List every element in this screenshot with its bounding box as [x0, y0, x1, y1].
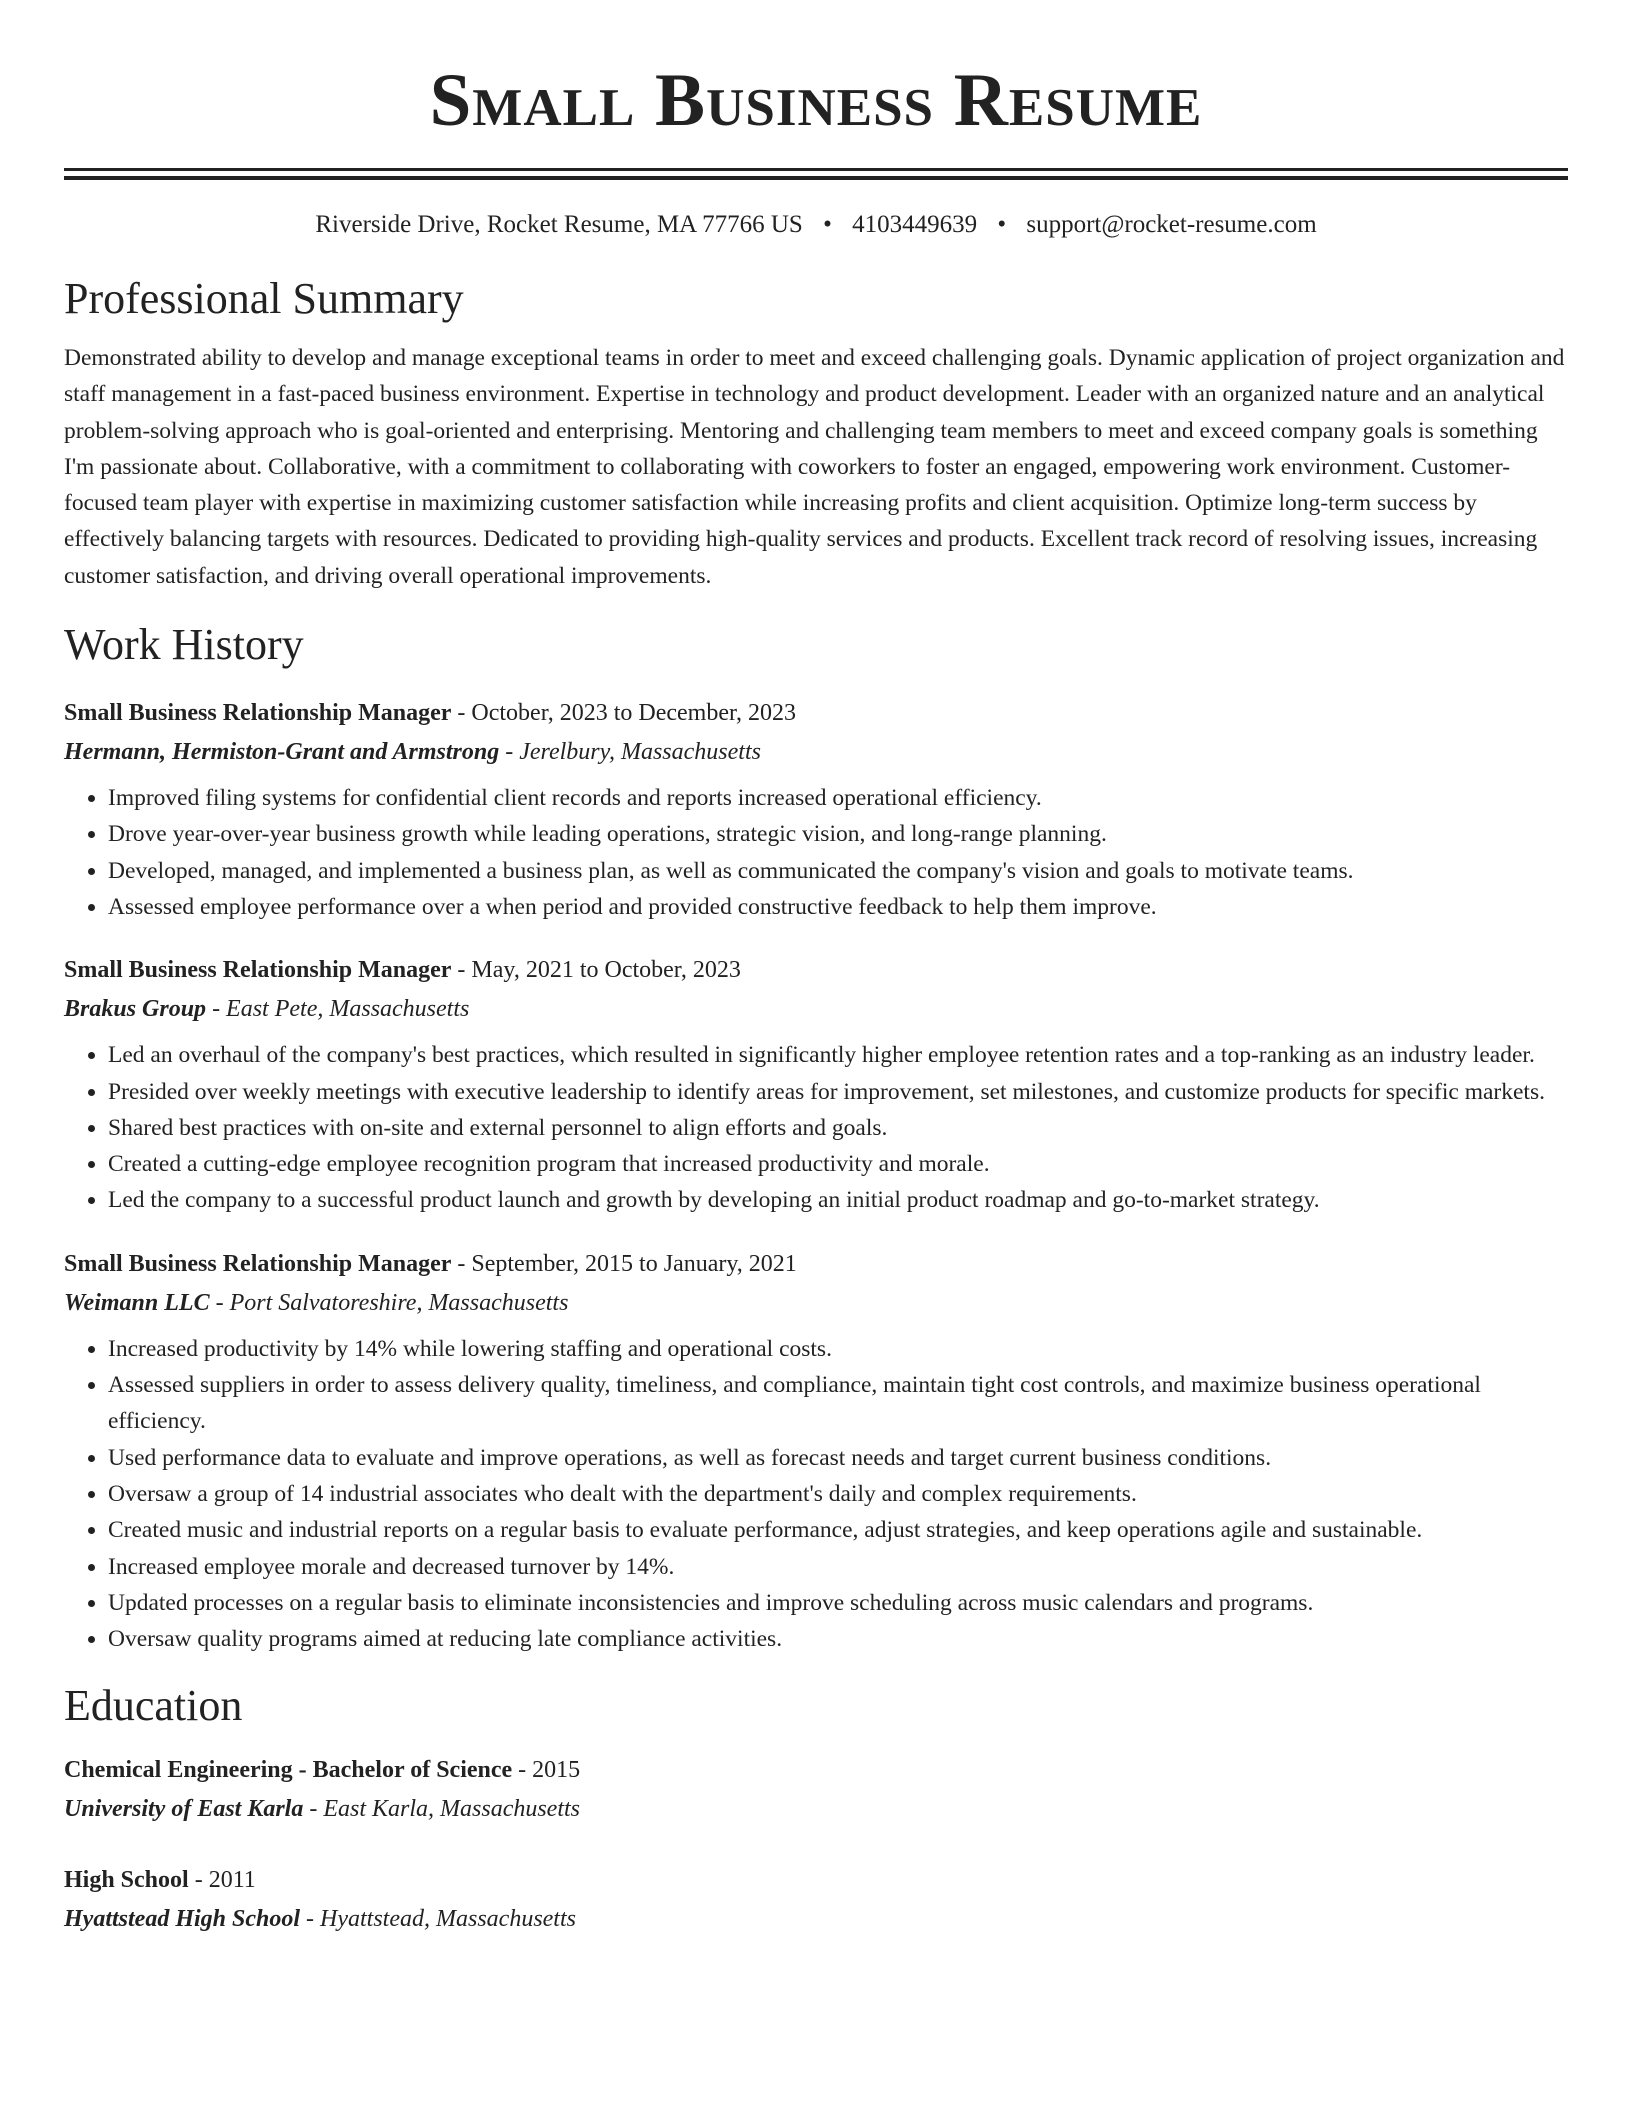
job-location: - East Pete, Massachusetts [206, 996, 470, 1023]
job-entry [64, 951, 1568, 1218]
job-bullet: • Created music and industrial reports on a regular basis to evaluate performance, adjust strategies, and keep operations agile and sustainable. [108, 1512, 1568, 1548]
job-title-line [64, 951, 1568, 990]
education-year: - 2011 [188, 1867, 256, 1894]
job-title: Small Business Relationship Manager [64, 1250, 452, 1277]
job-company-line [64, 733, 1568, 772]
job-bullet: • Developed, managed, and implemented a business plan, as well as communicated the company's vision and goals to motivate teams. [108, 853, 1568, 889]
job-bullets [64, 780, 1568, 925]
job-bullet: • Increased employee morale and decreased turnover by 14%. [108, 1549, 1568, 1585]
job-dates: - September, 2015 to January, 2021 [451, 1250, 797, 1277]
job-bullet: • Oversaw quality programs aimed at reducing late compliance activities. [108, 1621, 1568, 1657]
job-company: Brakus Group [64, 996, 207, 1023]
summary-text: Demonstrated ability to develop and manage exceptional teams in order to meet and exceed challenging goals. Dynamic application of project organization and staff management in a fast-paced business environment. Expertise in technology and product development. Leader with an organized nature and an analytical problem-solving approach who is goal-oriented and enterprising. Mentoring and challenging team members to meet and exceed company goals is something I'm passionate about. Collaborative, with a commitment to collaborating with coworkers to foster an engaged, empowering work environment. Customer-focused team player with expertise in maximizing customer satisfaction while increasing profits and client acquisition. Optimize long-term success by effectively balancing targets with resources. Dedicated to providing high-quality services and products. Excellent track record of resolving issues, increasing customer satisfaction, and driving overall operational improvements. [64, 345, 1565, 589]
job-dates: - May, 2021 to October, 2023 [451, 957, 741, 984]
education-school-line [64, 1900, 1568, 1939]
job-bullet: • Oversaw a group of 14 industrial associates who dealt with the department's daily and complex requirements. [108, 1476, 1568, 1512]
job-location: - Port Salvatoreshire, Massachusetts [209, 1289, 569, 1316]
title-divider [64, 168, 1568, 180]
job-title-line [64, 1245, 1568, 1284]
job-company-line [64, 990, 1568, 1029]
education-school-line [64, 1790, 1568, 1829]
job-title: Small Business Relationship Manager [64, 700, 452, 727]
job-dates: - October, 2023 to December, 2023 [451, 700, 797, 727]
job-company: Hermann, Hermiston-Grant and Armstrong [64, 739, 500, 766]
education-heading: Education [64, 1681, 243, 1731]
contact-separator: • [997, 211, 1007, 238]
education-school: Hyattstead High School [64, 1906, 301, 1933]
job-location: - Jerelbury, Massachusetts [499, 739, 761, 766]
education-location: - Hyattstead, Massachusetts [300, 1906, 576, 1933]
job-entry [64, 694, 1568, 925]
contact-line [64, 208, 1568, 242]
job-company: Weimann LLC [64, 1289, 210, 1316]
job-bullet: • Increased productivity by 14% while lowering staffing and operational costs. [108, 1331, 1568, 1367]
job-bullet: • Led an overhaul of the company's best practices, which resulted in significantly higher employee retention rates and a top-ranking as an industry leader. [108, 1037, 1568, 1073]
job-title-line [64, 694, 1568, 733]
job-bullet: • Drove year-over-year business growth while leading operations, strategic vision, and long-range planning. [108, 816, 1568, 852]
education-school: University of East Karla [64, 1796, 304, 1823]
contact-separator: • [823, 211, 832, 238]
education-degree-line [64, 1751, 1568, 1790]
job-company-line [64, 1284, 1568, 1323]
job-bullet: • Shared best practices with on-site and external personnel to align efforts and goals. [108, 1110, 1568, 1146]
page-title: Small Business Resume [429, 59, 1203, 142]
education-degree: High School [64, 1867, 189, 1894]
job-entry [64, 1245, 1568, 1658]
job-bullet: • Improved filing systems for confidential client records and reports increased operational efficiency. [108, 780, 1568, 816]
education-entry [64, 1751, 1568, 1829]
job-title: Small Business Relationship Manager [64, 957, 452, 984]
education-year: - 2015 [512, 1757, 581, 1784]
education-entry [64, 1861, 1568, 1939]
work-history-heading: Work History [64, 620, 304, 670]
job-bullet: • Presided over weekly meetings with executive leadership to identify areas for improvement, set milestones, and customize products for specific markets. [108, 1074, 1568, 1110]
education-degree-line [64, 1861, 1568, 1900]
job-bullet: • Assessed suppliers in order to assess delivery quality, timeliness, and compliance, maintain tight cost controls, and maximize business operational efficiency. [108, 1367, 1568, 1440]
contact-phone: 4103449639 [852, 211, 978, 238]
education-degree: Chemical Engineering - Bachelor of Science [64, 1757, 513, 1784]
contact-email: support@rocket-resume.com [1026, 211, 1317, 238]
job-bullet: • Led the company to a successful product launch and growth by developing an initial product roadmap and go-to-market strategy. [108, 1182, 1568, 1218]
job-bullet: • Assessed employee performance over a when period and provided constructive feedback to help them improve. [108, 889, 1568, 925]
contact-address: Riverside Drive, Rocket Resume, MA 77766 US [315, 211, 803, 238]
job-bullet: • Updated processes on a regular basis to eliminate inconsistencies and improve scheduling across music calendars and programs. [108, 1585, 1568, 1621]
job-bullets [64, 1037, 1568, 1218]
job-bullet: • Used performance data to evaluate and improve operations, as well as forecast needs and target current business conditions. [108, 1440, 1568, 1476]
summary-heading: Professional Summary [64, 274, 464, 323]
education-location: - East Karla, Massachusetts [303, 1796, 581, 1823]
job-bullet: • Created a cutting-edge employee recognition program that increased productivity and morale. [108, 1146, 1568, 1182]
job-bullets [64, 1331, 1568, 1658]
